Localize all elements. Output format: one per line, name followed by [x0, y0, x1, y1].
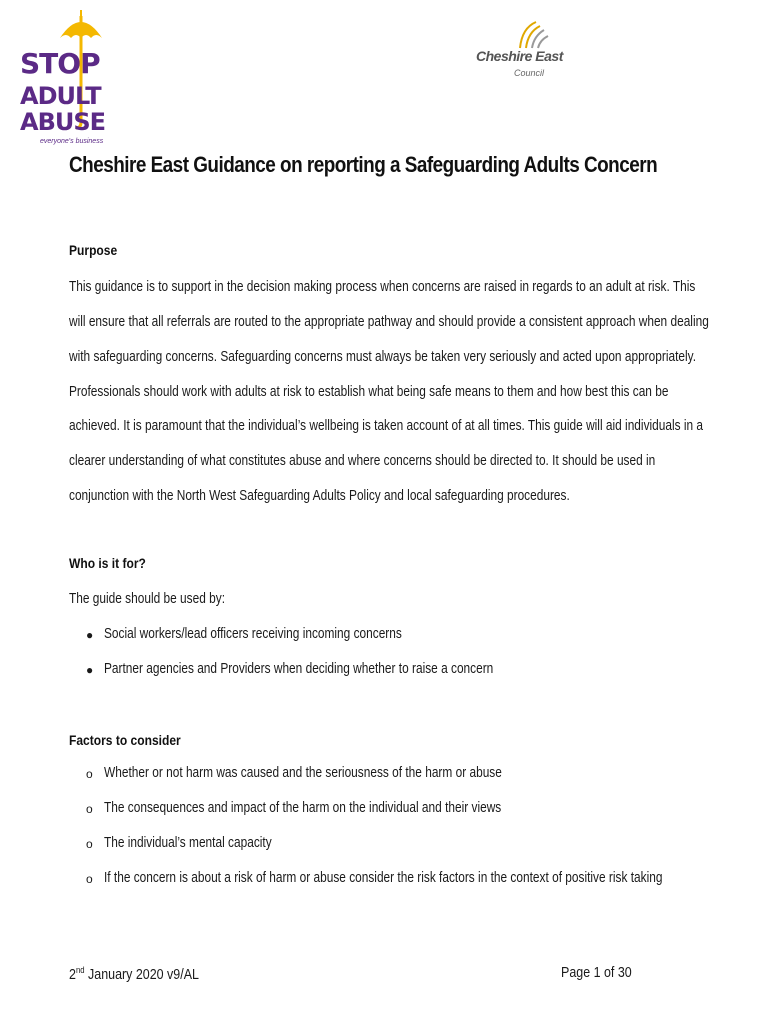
list-item: Whether or not harm was caused and the seriousness of the harm or abuse [104, 765, 502, 781]
purpose-line: This guidance is to support in the decision making process when concerns are raised in regards to an adult at risk. This [69, 279, 696, 295]
list-item: The individual’s mental capacity [104, 835, 272, 851]
bullet-circle-icon: o [86, 872, 93, 886]
purpose-heading: Purpose [69, 242, 118, 258]
page-title: Cheshire East Guidance on reporting a Safeguarding Adults Concern [69, 152, 658, 177]
purpose-line: achieved. It is paramount that the individual’s wellbeing is taken account of at all times. This guide will aid individuals in a [69, 418, 704, 434]
purpose-line: Professionals should work with adults at risk to establish what being safe means to them and how best this can be [69, 384, 669, 400]
purpose-line: conjunction with the North West Safeguarding Adults Policy and local safeguarding procedures. [69, 488, 570, 504]
logo-line-1: STOP [20, 47, 100, 80]
logo-line-3: ABUSE [20, 108, 106, 136]
who-intro: The guide should be used by: [69, 591, 226, 607]
council-label: Council [514, 68, 545, 78]
bullet-circle-icon: o [86, 767, 93, 781]
logo-tagline: everyone's business [40, 138, 104, 145]
list-item: Social workers/lead officers receiving incoming concerns [104, 626, 402, 642]
bullet-dot-icon: ● [86, 628, 94, 642]
list-item: The consequences and impact of the harm on the individual and their views [104, 800, 502, 816]
bullet-dot-icon: ● [86, 663, 94, 677]
bullet-circle-icon: o [86, 837, 93, 851]
purpose-line: will ensure that all referrals are routed to the appropriate pathway and should provide a consistent approach when dealing [69, 314, 709, 330]
factors-heading: Factors to consider [69, 732, 181, 748]
council-name: Cheshire East [476, 48, 563, 64]
bullet-circle-icon: o [86, 802, 93, 816]
list-item: Partner agencies and Providers when deciding whether to raise a concern [104, 661, 494, 677]
stop-adult-abuse-logo [14, 10, 104, 146]
logo-line-2: ADULT [20, 82, 101, 110]
purpose-line: with safeguarding concerns. Safeguarding concerns must always be taken very seriously and acted upon appropriately. [69, 349, 697, 365]
footer-date-suffix: nd [75, 965, 85, 975]
who-heading: Who is it for? [69, 555, 146, 571]
purpose-line: clearer understanding of what constitutes abuse and where concerns should be directed to. It should be used in [69, 453, 656, 469]
wheatsheaf-icon [514, 18, 554, 52]
page-number: Page 1 of 30 [561, 965, 632, 981]
footer-date [69, 965, 199, 983]
cheshire-east-council-logo [470, 18, 590, 88]
footer-date-day: 2 [69, 966, 76, 983]
footer-date-rest: January 2020 v9/AL [84, 966, 199, 983]
list-item: If the concern is about a risk of harm or abuse consider the risk factors in the context of positive risk taking [104, 870, 663, 886]
